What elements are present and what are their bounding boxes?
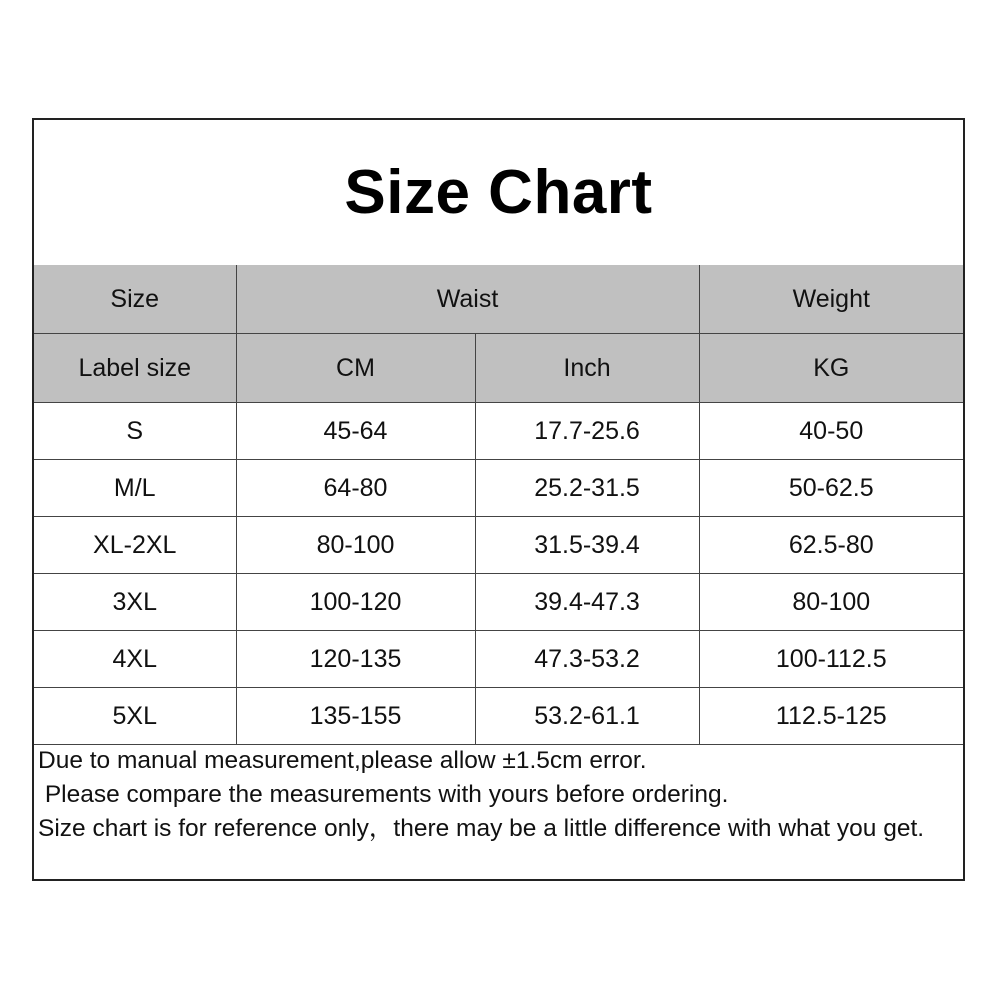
cell-cm: 135-155 — [236, 688, 475, 745]
cell-label: 5XL — [34, 688, 236, 745]
cell-cm: 100-120 — [236, 574, 475, 631]
cell-label: 3XL — [34, 574, 236, 631]
header-cm: CM — [236, 334, 475, 403]
size-table — [34, 265, 963, 745]
header-waist: Waist — [236, 265, 699, 334]
cell-label: XL-2XL — [34, 517, 236, 574]
cell-inch: 39.4-47.3 — [475, 574, 699, 631]
table-row — [34, 403, 963, 460]
cell-kg: 80-100 — [699, 574, 963, 631]
note-line-2: Please compare the measurements with yours before ordering. — [38, 781, 729, 808]
cell-inch: 17.7-25.6 — [475, 403, 699, 460]
note-line-3: Size chart is for reference only，there may be a little difference with what you get. — [38, 815, 925, 842]
header-label-size: Label size — [34, 334, 236, 403]
cell-cm: 120-135 — [236, 631, 475, 688]
note-line-1: Due to manual measurement,please allow ±1.5cm error. — [38, 747, 647, 774]
cell-kg: 40-50 — [699, 403, 963, 460]
table-row — [34, 574, 963, 631]
cell-cm: 45-64 — [236, 403, 475, 460]
header-weight: Weight — [699, 265, 963, 334]
cell-kg: 50-62.5 — [699, 460, 963, 517]
cell-cm: 80-100 — [236, 517, 475, 574]
table-row — [34, 460, 963, 517]
chart-title: Size Chart — [344, 158, 653, 227]
table-row — [34, 517, 963, 574]
measurement-notes — [38, 744, 958, 846]
table-row — [34, 688, 963, 745]
cell-label: 4XL — [34, 631, 236, 688]
size-chart — [32, 118, 965, 881]
cell-label: M/L — [34, 460, 236, 517]
cell-label: S — [34, 403, 236, 460]
cell-inch: 53.2-61.1 — [475, 688, 699, 745]
cell-kg: 100-112.5 — [699, 631, 963, 688]
header-row-units — [34, 334, 963, 403]
cell-inch: 47.3-53.2 — [475, 631, 699, 688]
cell-kg: 62.5-80 — [699, 517, 963, 574]
cell-cm: 64-80 — [236, 460, 475, 517]
header-kg: KG — [699, 334, 963, 403]
table-row — [34, 631, 963, 688]
cell-inch: 31.5-39.4 — [475, 517, 699, 574]
title-box — [34, 120, 963, 267]
cell-inch: 25.2-31.5 — [475, 460, 699, 517]
header-row-groups — [34, 265, 963, 334]
header-inch: Inch — [475, 334, 699, 403]
header-size: Size — [34, 265, 236, 334]
cell-kg: 112.5-125 — [699, 688, 963, 745]
